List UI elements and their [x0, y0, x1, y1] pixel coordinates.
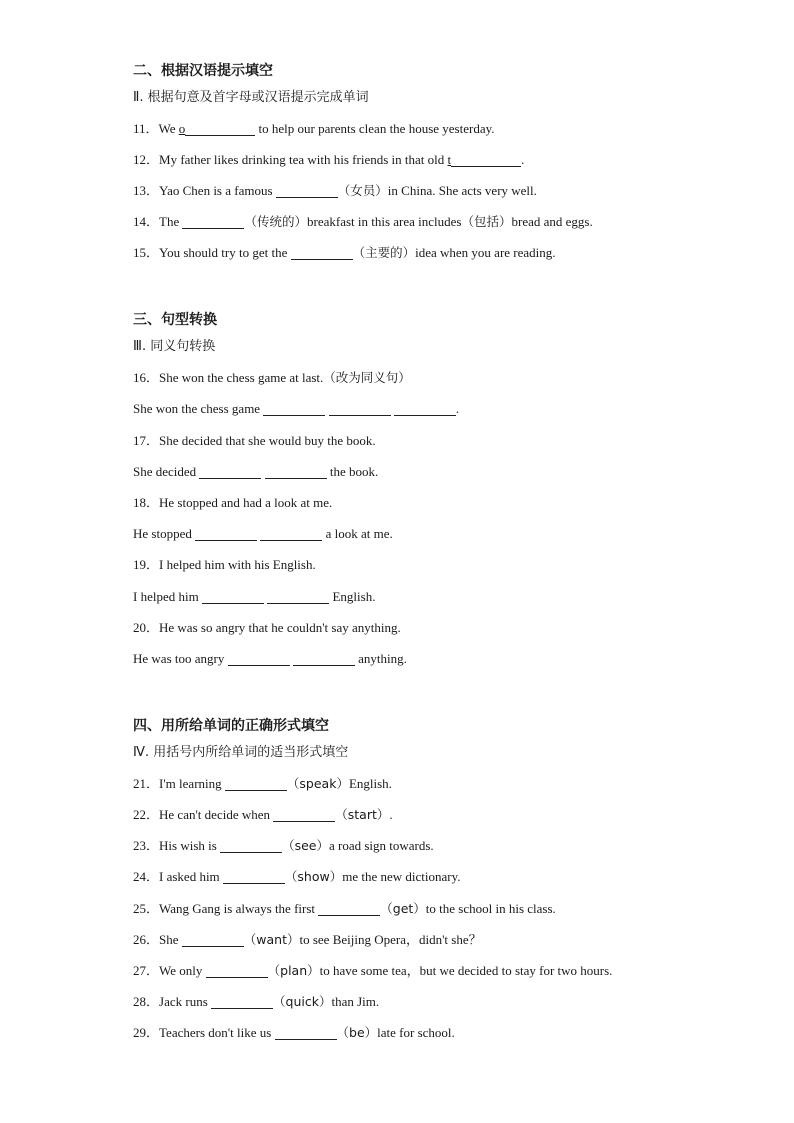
answer-blank[interactable] [228, 651, 290, 666]
question-16: 16．She won the chess game at last.（改为同义句） [133, 370, 411, 385]
answer-blank[interactable] [291, 245, 353, 260]
answer-blank[interactable] [182, 214, 244, 229]
answer-blank[interactable] [394, 401, 456, 416]
answer-blank[interactable] [182, 932, 244, 947]
question-13: 13．Yao Chen is a famous （女员）in China. She acts very well. [133, 183, 537, 198]
question-20: 20．He was so angry that he couldn't say anything. [133, 620, 401, 635]
answer-17: She decided the book. [133, 464, 379, 479]
answer-blank[interactable] [329, 401, 391, 416]
section-2-title: 二、根据汉语提示填空 [133, 63, 273, 79]
answer-blank[interactable] [202, 589, 264, 604]
answer-18: He stopped a look at me. [133, 526, 393, 541]
answer-blank[interactable] [293, 651, 355, 666]
question-18: 18．He stopped and had a look at me. [133, 495, 333, 510]
question-15: 15．You should try to get the （主要的）idea when you are reading. [133, 245, 556, 260]
answer-blank[interactable] [273, 807, 335, 822]
question-28: 28．Jack runs （quick）than Jim. [133, 994, 380, 1009]
hint-letter: o [178, 121, 186, 136]
answer-blank[interactable] [275, 1025, 337, 1040]
answer-blank[interactable] [318, 901, 380, 916]
section-4-subtitle: Ⅳ. 用括号内所给单词的适当形式填空 [133, 745, 349, 760]
answer-blank[interactable] [185, 121, 255, 136]
question-19: 19．I helped him with his English. [133, 557, 316, 572]
question-24: 24．I asked him （show）me the new dictionary. [133, 869, 461, 884]
section-4-title: 四、用所给单词的正确形式填空 [133, 718, 329, 734]
answer-19: I helped him English. [133, 589, 376, 604]
answer-blank[interactable] [267, 589, 329, 604]
section-2-subtitle: Ⅱ. 根据句意及首字母或汉语提示完成单词 [133, 90, 369, 105]
answer-blank[interactable] [263, 401, 325, 416]
question-29: 29．Teachers don't like us （be）late for school. [133, 1025, 455, 1040]
question-14: 14．The （传统的）breakfast in this area includes（包括）bread and eggs. [133, 214, 593, 229]
answer-16: She won the chess game . [133, 401, 460, 416]
answer-blank[interactable] [276, 183, 338, 198]
question-21: 21．I'm learning （speak）English. [133, 776, 392, 791]
answer-blank[interactable] [223, 869, 285, 884]
answer-blank[interactable] [260, 526, 322, 541]
question-22: 22．He can't decide when （start）. [133, 807, 393, 822]
answer-blank[interactable] [225, 776, 287, 791]
question-26: 26．She （want）to see Beijing Opera，didn't she？ [133, 932, 482, 947]
answer-blank[interactable] [265, 464, 327, 479]
hint-letter: t [447, 152, 452, 167]
answer-blank[interactable] [220, 838, 282, 853]
question-27: 27．We only （plan）to have some tea，but we decided to stay for two hours. [133, 963, 613, 978]
question-11: 11．We o to help our parents clean the house yesterday. [133, 121, 495, 136]
section-3-subtitle: Ⅲ. 同义句转换 [133, 339, 216, 354]
question-17: 17．She decided that she would buy the book. [133, 433, 376, 448]
answer-blank[interactable] [451, 152, 521, 167]
answer-blank[interactable] [211, 994, 273, 1009]
answer-20: He was too angry anything. [133, 651, 407, 666]
answer-blank[interactable] [199, 464, 261, 479]
question-23: 23．His wish is （see）a road sign towards. [133, 838, 434, 853]
answer-blank[interactable] [206, 963, 268, 978]
answer-blank[interactable] [195, 526, 257, 541]
section-3-title: 三、句型转换 [133, 312, 217, 328]
question-25: 25．Wang Gang is always the first （get）to the school in his class. [133, 901, 556, 916]
question-12: 12．My father likes drinking tea with his friends in that old t . [133, 152, 525, 167]
